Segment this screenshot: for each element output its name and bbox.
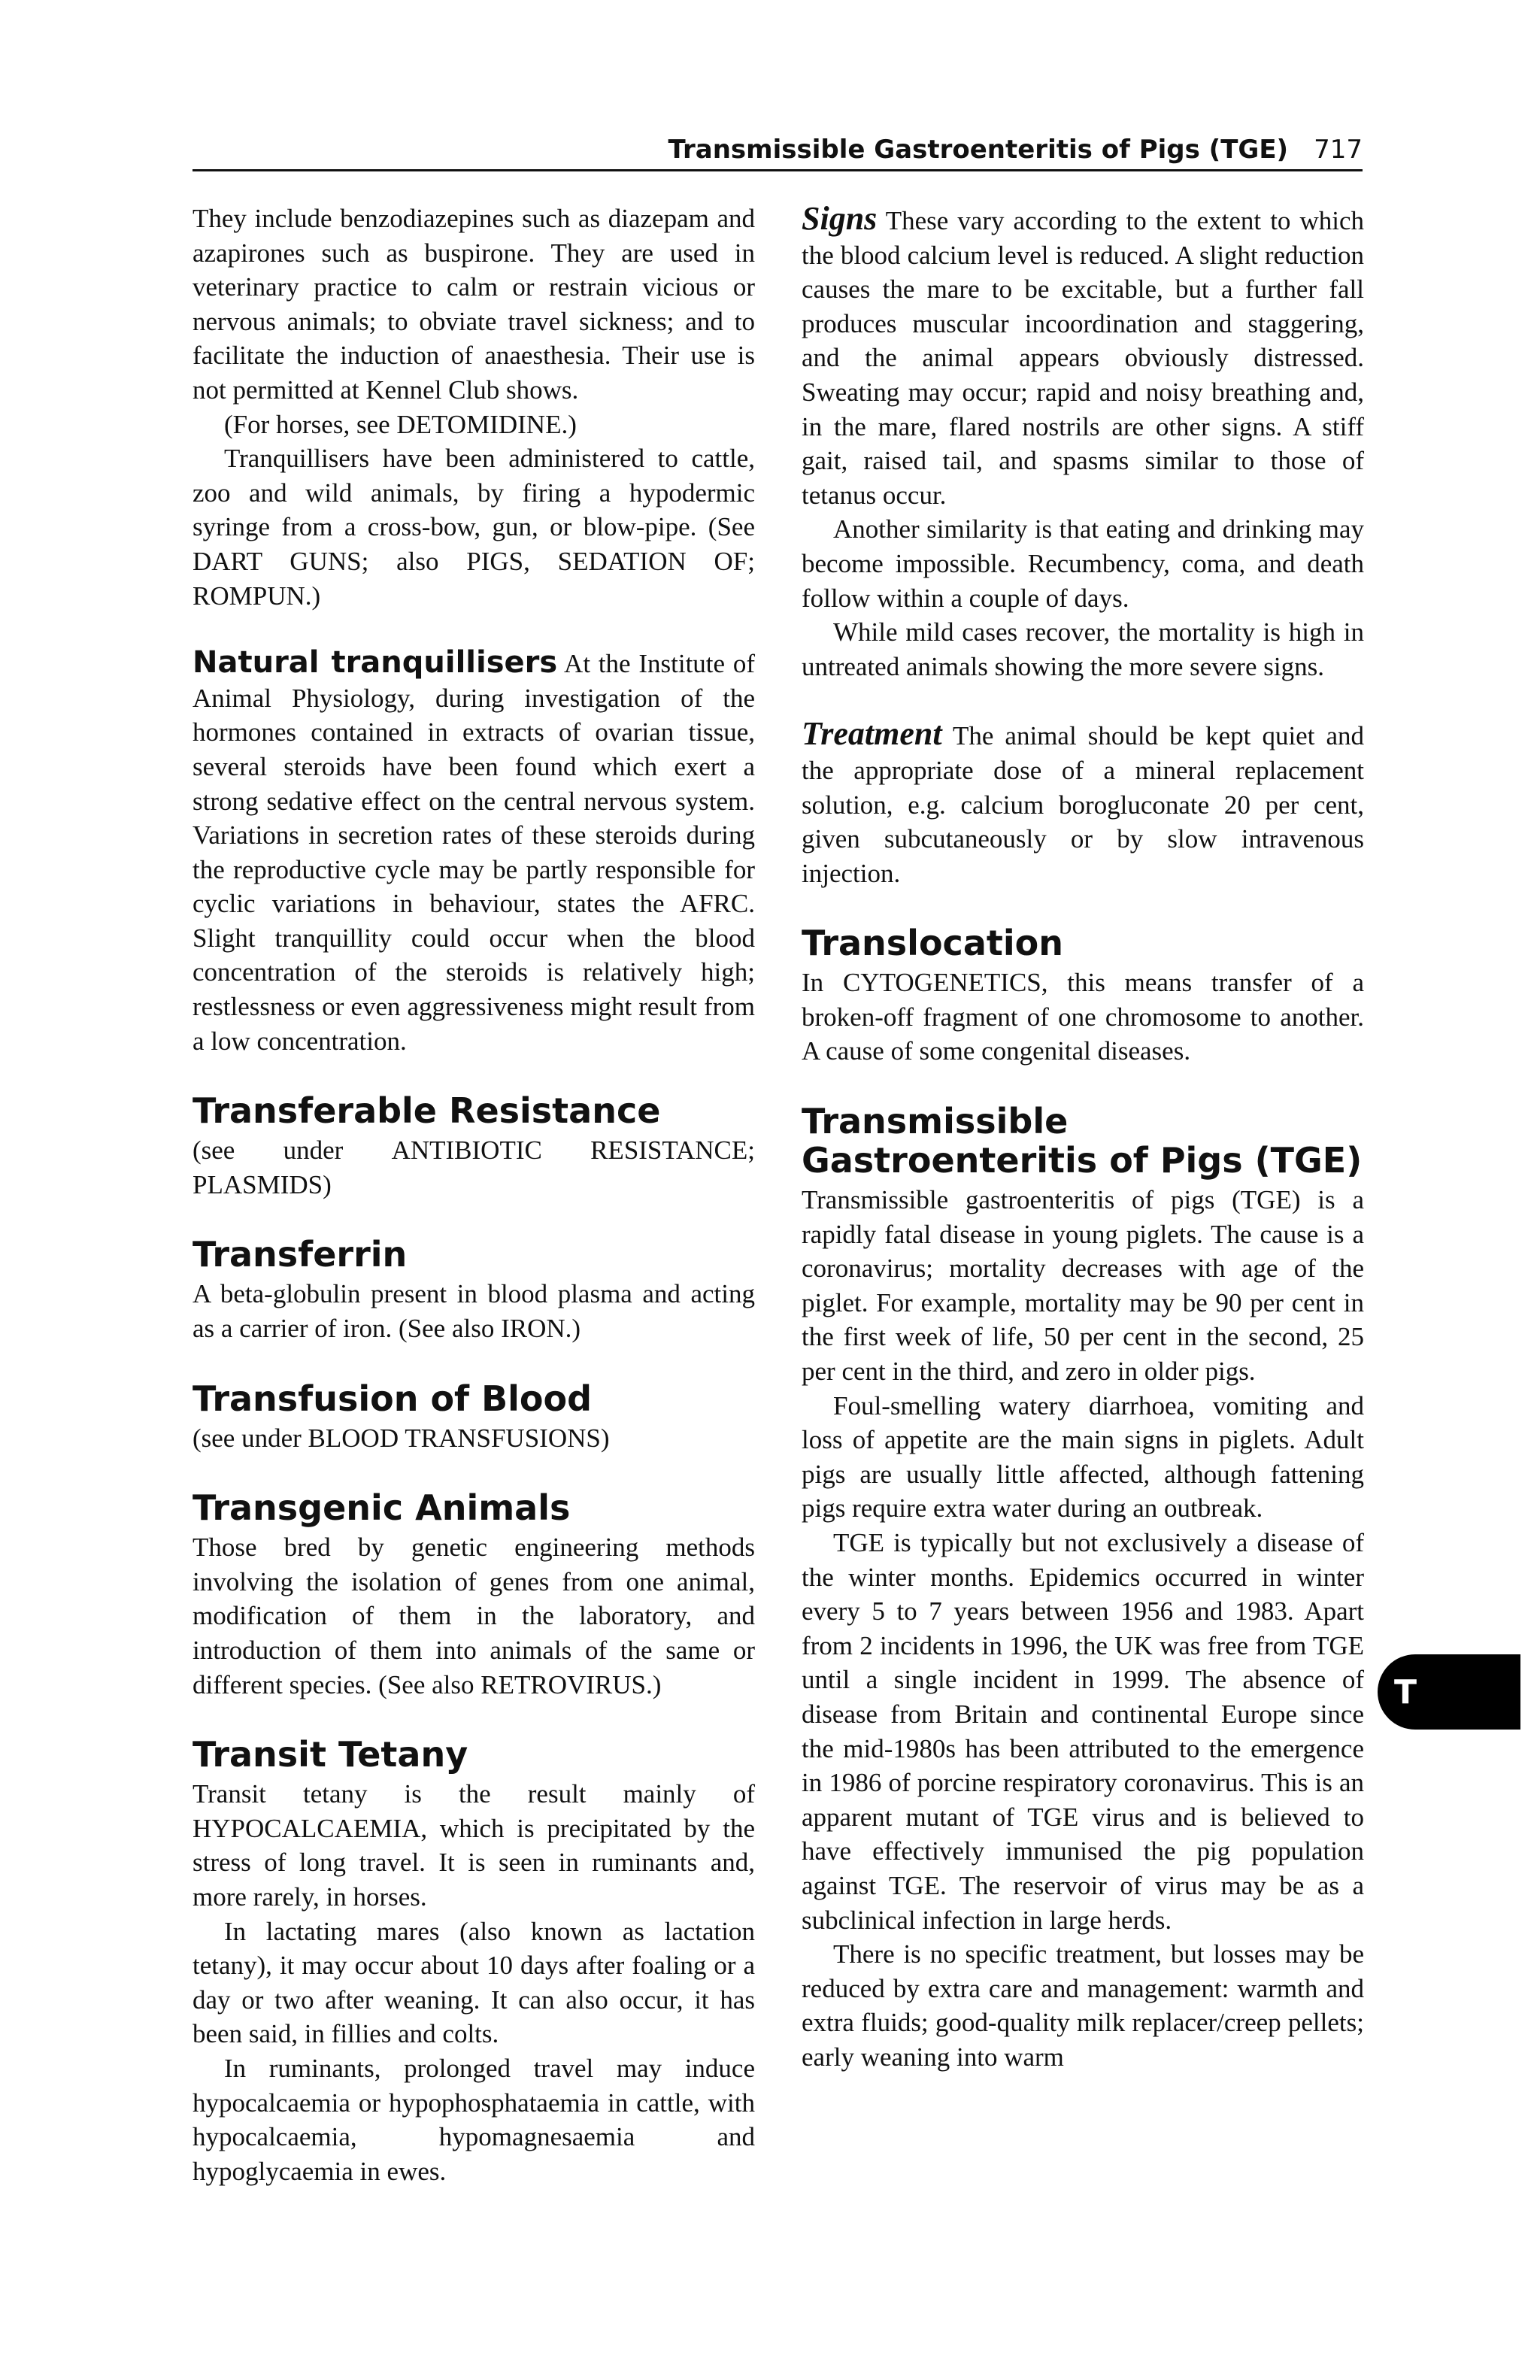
paragraph: Foul-smelling watery diarrhoea, vomiting and loss of appetite are the main signs in piglets. Adult pigs are usually little affected, although fattening pigs require extra water during an outbreak.	[802, 1390, 1364, 1524]
thumb-index-letter: T	[1394, 1672, 1417, 1711]
text: (See also	[378, 1669, 481, 1699]
right-column	[802, 202, 1364, 2075]
cross-reference: ANTIBIOTIC RESISTANCE; PLASMIDS	[192, 1135, 755, 1199]
text: ; also	[361, 546, 467, 576]
text: .)	[646, 1669, 662, 1699]
paragraph: While mild cases recover, the mortality is high in untreated animals showing the more severe signs.	[802, 617, 1364, 681]
paragraph	[192, 441, 755, 613]
paragraph	[192, 646, 755, 1058]
running-head	[192, 123, 1363, 171]
paragraph: There is no specific treatment, but losses may be reduced by extra care and management: warmth and extra fluids; good-quality milk replacer/creep pellets; early weaning into warm	[802, 1939, 1364, 2072]
text: (For horses, see	[224, 409, 397, 439]
text: In	[802, 968, 843, 998]
cross-reference: RETROVIRUS	[480, 1669, 646, 1699]
left-column	[192, 202, 755, 2188]
page-number: 717	[1314, 135, 1363, 165]
paragraph	[192, 1277, 755, 1345]
running-head-title: Transmissible Gastroenteritis of Pigs (TGE)	[668, 135, 1289, 165]
text: (See also	[399, 1314, 502, 1344]
text: (see under	[192, 1423, 308, 1453]
text: (see under	[192, 1135, 392, 1166]
paragraph	[192, 1133, 755, 1202]
paragraph: In ruminants, prolonged travel may induce hypocalcaemia or hypophosphataemia in cattle, with hypocalcaemia, hypomagnesaemia and hypoglycaemia in ewes.	[192, 2053, 755, 2186]
text: .)	[561, 409, 577, 439]
text: , this means transfer of a broken-off fragment of one chromosome to another. A cause of some congenital diseases.	[802, 968, 1365, 1066]
paragraph	[192, 1530, 755, 1702]
text: These vary according to the extent to which the blood calcium level is reduced. A slight reduction causes the mare to be excitable, but a further fall produces muscular incoordination and staggering, and the animal appears obviously distressed. Sweating may occur; rapid and noisy breathing and, in the mare, flared nostrils are other signs. A stiff gait, raised tail, and spasms similar to those of tetanus occur.	[802, 206, 1364, 510]
text: At the Institute of Animal Physiology, during investigation of the hormones contained in extracts of ovarian tissue, several steroids have been found which exert a strong sedative effect on the central nervous system. Variations in secretion rates of these steroids during the reproductive cycle may be partly responsible for cyclic variations in behaviour, states the AFRC. Slight tranquillity could occur when the blood concentration of the steroids is relatively high; restlessness or even aggressiveness might result from a low concentration.	[192, 649, 755, 1056]
paragraph	[802, 966, 1364, 1069]
entry-heading: Transmissible Gastroenteritis of Pigs (TGE)	[802, 1101, 1363, 1181]
cross-reference: CYTOGENETICS	[842, 968, 1041, 998]
cross-reference: BLOOD TRANSFUSIONS	[308, 1423, 601, 1453]
paragraph	[802, 202, 1364, 512]
paragraph	[192, 1777, 755, 1914]
paragraph	[192, 1421, 755, 1456]
entry-heading: Transit Tetany	[192, 1734, 468, 1775]
paragraph: In lactating mares (also known as lactation tetany), it may occur about 10 days after foaling or a day or two after weaning. It can also occur, it has been said, in fillies and colts.	[192, 1916, 755, 2049]
entry-heading: Transgenic Animals	[192, 1487, 571, 1529]
cross-reference: ROMPUN	[192, 581, 305, 611]
text: Transit tetany is the result mainly of	[192, 1779, 755, 1809]
text: .)	[565, 1314, 581, 1344]
entry-heading: Transferable Resistance	[192, 1090, 661, 1132]
runin-heading: Treatment	[802, 715, 942, 753]
cross-reference: HYPOCALCAEMIA	[192, 1813, 421, 1843]
text: ;	[747, 546, 755, 576]
paragraph: TGE is typically but not exclusively a disease of the winter months. Epidemics occurred in winter every 5 to 7 years between 1956 and 1983. Apart from 2 incidents in 1996, the UK was free from TGE until a single incident in 1999. The absence of disease from Britain and continental Europe since the mid-1980s has been attributed to the emergence in 1986 of porcine respiratory coronavirus. This is an apparent mutant of TGE virus and is believed to have effectively immunised the pig population against TGE. The reservoir of virus may be as a subclinical infection in large herds.	[802, 1528, 1364, 1935]
cross-reference: PIGS, SEDATION OF	[466, 546, 748, 576]
text: Those bred by genetic engineering methods involving the isolation of genes from one animal, modification of them in the laboratory, and introduction of them into animals of the same or different species.	[192, 1533, 755, 1699]
paragraph	[192, 408, 755, 442]
text: , which is precipitated by the stress of long travel. It is seen in ruminants and, more rarely, in horses.	[192, 1813, 755, 1912]
thumb-index-tab	[1378, 1654, 1520, 1730]
cross-reference: DETOMIDINE	[396, 409, 562, 439]
text: Tranquillisers have been administered to cattle, zoo and wild animals, by firing a hypodermic syringe from a cross-bow, gun, or blow-pipe.	[192, 444, 755, 542]
text: )	[600, 1423, 610, 1453]
text: (See	[708, 512, 755, 542]
cross-reference: DART GUNS	[192, 546, 362, 576]
cross-reference: IRON	[501, 1314, 565, 1344]
paragraph	[802, 717, 1364, 890]
text: The animal should be kept quiet and the appropriate dose of a mineral replacement solution, e.g. calcium borogluconate 20 per cent, given subcutaneously or by slow intravenous injection.	[802, 721, 1364, 888]
runin-heading: Signs	[802, 200, 878, 237]
entry-heading: Transferrin	[192, 1234, 408, 1275]
entry-heading: Translocation	[802, 923, 1063, 964]
runin-heading: Natural tranquillisers	[192, 645, 558, 681]
paragraph: Transmissible gastroenteritis of pigs (TGE) is a rapidly fatal disease in young piglets. The cause is a coronavirus; mortality decreases with age of the piglet. For example, mortality may be 90 per cent in the first week of life, 50 per cent in the second, 25 per cent in the third, and zero in older pigs.	[802, 1185, 1364, 1387]
text: A beta-globulin present in blood plasma and acting as a carrier of iron.	[192, 1279, 755, 1344]
paragraph: Another similarity is that eating and drinking may become impossible. Recumbency, coma, and death follow within a couple of days.	[802, 514, 1364, 613]
entry-heading: Transfusion of Blood	[192, 1378, 593, 1419]
text: .)	[305, 581, 321, 611]
text: )	[323, 1169, 332, 1199]
paragraph: They include benzodiazepines such as diazepam and azapirones such as buspirone. They are used in veterinary practice to calm or restrain vicious or nervous animals; to obviate travel sickness; and to facilitate the induction of anaesthesia. Their use is not permitted at Kennel Club shows.	[192, 204, 755, 405]
